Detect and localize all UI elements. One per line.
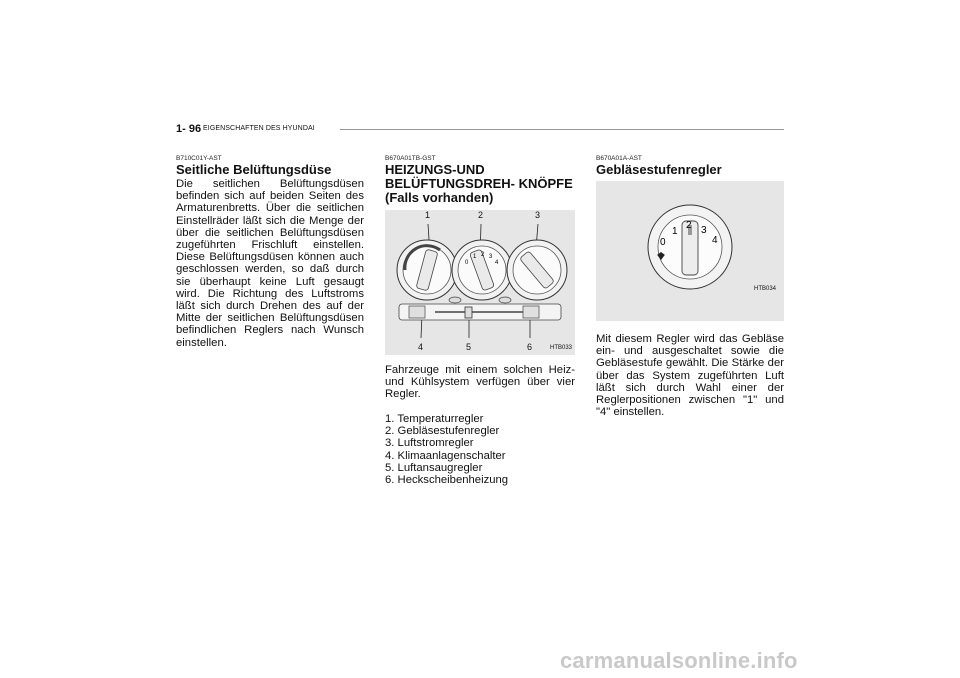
ac-switch [409, 306, 425, 318]
heading-fan-knob: Gebläsestufenregler [596, 162, 722, 177]
section-code-fan-knob: B670A01A-AST [596, 155, 642, 162]
scale-1: 1 [672, 226, 678, 237]
list-item: 1. Temperaturregler [385, 413, 484, 425]
controls-list [385, 413, 508, 486]
callout-4: 4 [418, 342, 424, 352]
section-code-heater-knobs: B670A01TB-GST [385, 155, 436, 162]
heading-side-vent: Seitliche Belüftungsdüse [176, 162, 332, 177]
rear-defrost-switch [523, 306, 539, 318]
fan-knob-illustration [596, 181, 784, 321]
callout-3: 3 [535, 210, 541, 220]
fan-scale-2: 2 [481, 252, 485, 258]
callout-2: 2 [478, 210, 484, 220]
header-rule [340, 129, 784, 130]
list-item: 2. Gebläsestufenregler [385, 425, 500, 438]
callout-5: 5 [466, 342, 472, 352]
control-panel-illustration [385, 210, 575, 355]
fan-knob-body: Mit diesem Regler wird das Gebläse ein- und ausgeschaltet sowie die Gebläsestufe gewählt. Die Stärke der über das System zugeführten Luft läßt sich durch Wahl einer der Reglerpositionen zwischen "1" und "4" einstellen. [596, 333, 784, 419]
list-item: 6. Heckscheibenheizung [385, 474, 509, 487]
fresh-air-indicator [499, 297, 511, 303]
air-intake-slider-handle [465, 307, 472, 318]
figure-label-htb034: HTB034 [754, 286, 777, 292]
section-code-side-vent: B710C01Y-AST [176, 155, 222, 162]
airflow-mode-knob [507, 240, 567, 300]
fan-scale-3: 3 [489, 254, 493, 260]
list-item: 4. Klimaanlagenschalter [385, 449, 506, 462]
scale-4: 4 [712, 235, 718, 246]
page-number: 1- 96 [176, 123, 202, 135]
list-item: 3. Luftstromregler [385, 437, 474, 450]
heading-heater-knobs-line3: (Falls vorhanden) [385, 190, 494, 205]
fan-scale-0: 0 [465, 260, 469, 266]
heading-heater-knobs-line2 [385, 177, 575, 191]
fan-speed-knob [452, 240, 512, 300]
section-title: EIGENSCHAFTEN DES HYUNDAI [203, 125, 315, 132]
heading-heater-knobs-line2-text: BELÜFTUNGSDREH- KNÖPFE [385, 176, 573, 191]
callout-6: 6 [527, 342, 533, 352]
watermark: carmanualsonline.info [560, 648, 798, 673]
recirculation-indicator [449, 297, 461, 303]
temperature-knob [397, 240, 457, 300]
fan-scale-4: 4 [495, 260, 499, 266]
side-vent-body: Die seitlichen Belüftungsdüsen befinden sich auf beiden Seiten des Armaturenbretts. Über die seitlichen Einstellräder läßt sich die Menge der über die seitlichen Belüftungsdüsen zugeführten Frischluft einstellen. Diese Belüftungsdüsen können auch geschlossen werden, so daß durch sie überhaupt keine Luft gesaugt wird. Die Richtung des Luftstroms läßt sich durch Drehen des auf der Mitte der seitlichen Belüftungsdüsen befindlichen Reglers nach Wunsch einstellen. [176, 178, 364, 349]
figure-control-panel [385, 210, 575, 355]
heater-intro: Fahrzeuge mit einem solchen Heiz- und Kühlsystem verfügen über vier Regler. [385, 364, 575, 401]
scale-2: 2 [686, 220, 692, 231]
figure-fan-knob [596, 181, 784, 321]
scale-0: 0 [660, 237, 666, 248]
list-item: 5. Luftansaugregler [385, 461, 483, 474]
scale-3: 3 [701, 225, 707, 236]
figure-label-htb033: HTB033 [550, 345, 573, 351]
callout-1: 1 [425, 210, 431, 220]
heading-heater-knobs-line1: HEIZUNGS-UND [385, 162, 485, 177]
fan-scale-1: 1 [473, 254, 477, 260]
